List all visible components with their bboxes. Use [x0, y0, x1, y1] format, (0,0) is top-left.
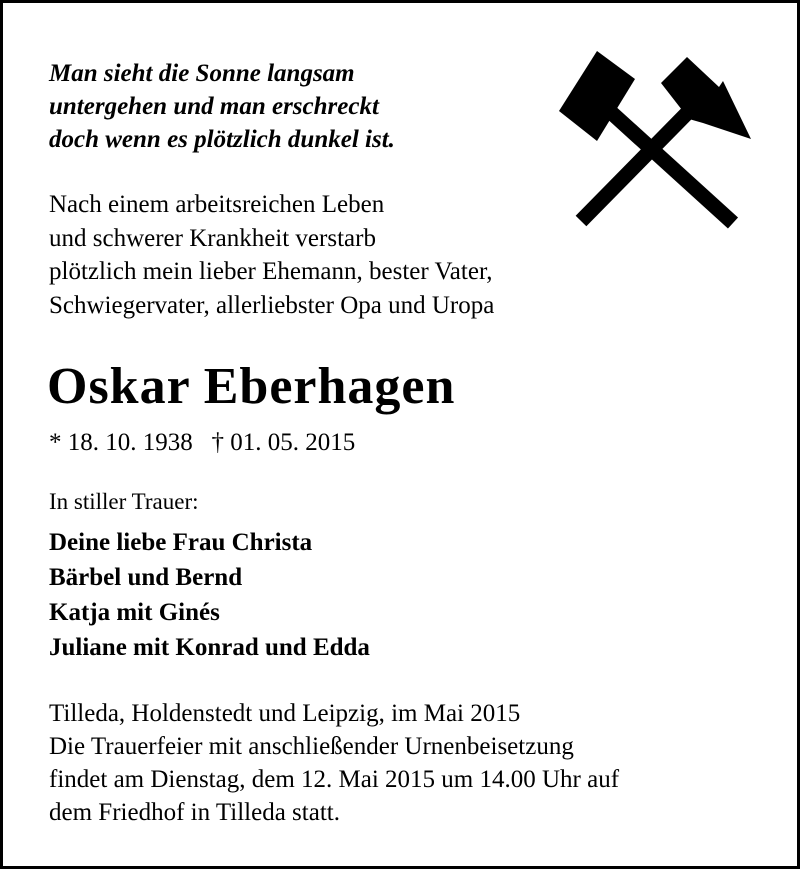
life-dates: * 18. 10. 1938 † 01. 05. 2015: [49, 429, 356, 456]
hammer-and-pick-icon: [551, 47, 756, 232]
intro-line: Nach einem arbeitsreichen Leben: [49, 191, 385, 218]
mourner-name: Juliane mit Konrad und Edda: [49, 634, 370, 661]
quote-line: untergehen und man erschreckt: [49, 93, 379, 120]
mourner-name: Deine liebe Frau Christa: [49, 529, 313, 556]
closing-line: Die Trauerfeier mit anschließender Urnenbeisetzung: [49, 733, 574, 760]
intro-line: und schwerer Krankheit verstarb: [49, 224, 376, 252]
quote-line: Man sieht die Sonne langsam: [49, 60, 355, 87]
mourner-name: Bärbel und Bernd: [49, 564, 243, 591]
deceased-name: Oskar Eberhagen: [47, 358, 456, 415]
mourners-list: [49, 525, 370, 665]
memorial-quote: [49, 57, 395, 156]
closing-line: Tilleda, Holdenstedt und Leipzig, im Mai 2015: [49, 700, 521, 727]
closing-text: [49, 697, 619, 829]
closing-line: dem Friedhof in Tilleda statt.: [49, 799, 340, 826]
intro-line: plötzlich mein lieber Ehemann, bester Vater,: [49, 258, 493, 285]
closing-line: findet am Dienstag, dem 12. Mai 2015 um 14.00 Uhr auf: [49, 766, 620, 793]
mourner-name: Katja mit Ginés: [49, 599, 220, 626]
intro-line: Schwiegervater, allerliebster Opa und Uropa: [49, 291, 495, 319]
intro-text: [49, 188, 494, 322]
mourning-label: In stiller Trauer:: [49, 489, 199, 514]
quote-line: doch wenn es plötzlich dunkel ist.: [49, 126, 395, 153]
